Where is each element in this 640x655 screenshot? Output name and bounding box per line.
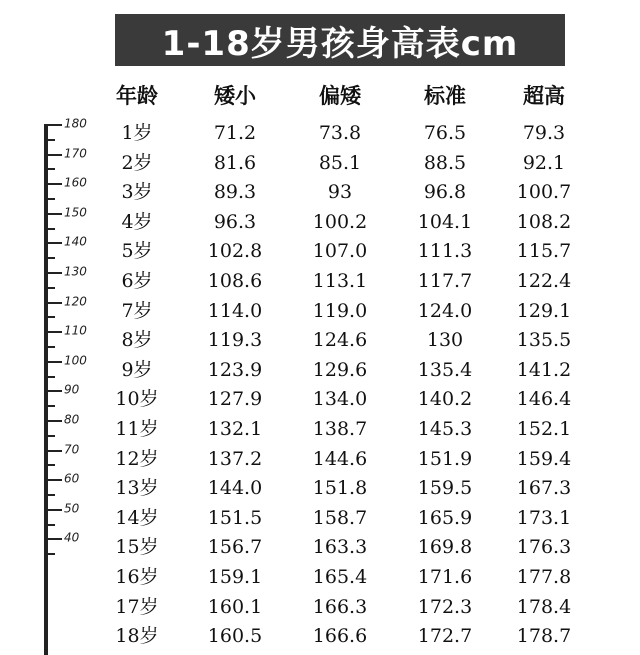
cell-below-average: 134.0 xyxy=(312,388,368,411)
cell-standard: 165.9 xyxy=(417,506,473,529)
table-row xyxy=(0,593,640,622)
cell-short: 137.2 xyxy=(207,447,263,470)
table-row xyxy=(0,208,640,237)
cell-standard: 172.3 xyxy=(417,595,473,618)
table-row xyxy=(0,149,640,178)
cell-tall: 135.5 xyxy=(516,329,572,352)
table-row xyxy=(0,119,640,148)
cell-standard: 76.5 xyxy=(423,122,467,144)
table-row xyxy=(0,622,640,651)
cell-tall: 178.7 xyxy=(516,625,572,648)
cell-short: 160.1 xyxy=(207,595,263,618)
table-row xyxy=(0,415,640,444)
page-title: 1-18岁男孩身高表cm xyxy=(115,14,565,66)
ruler-label: 60 xyxy=(64,471,80,486)
cell-age: 13岁 xyxy=(115,477,159,500)
cell-standard: 159.5 xyxy=(417,477,473,500)
cell-age: 17岁 xyxy=(115,595,159,618)
cell-age: 6岁 xyxy=(121,270,153,292)
header-short: 矮小 xyxy=(214,84,256,108)
cell-short: 102.8 xyxy=(207,240,263,263)
cell-short: 144.0 xyxy=(207,477,263,500)
cell-tall: 92.1 xyxy=(522,151,566,174)
table-row xyxy=(0,530,640,562)
cell-age: 12岁 xyxy=(115,447,159,470)
cell-standard: 135.4 xyxy=(417,358,473,381)
cell-standard: 140.2 xyxy=(417,388,473,411)
cell-age: 18岁 xyxy=(115,625,159,648)
cell-standard: 169.8 xyxy=(417,536,473,559)
cell-age: 8岁 xyxy=(121,329,153,352)
cell-below-average: 129.6 xyxy=(312,358,368,381)
cell-standard: 104.1 xyxy=(417,210,473,233)
cell-short: 89.3 xyxy=(213,181,257,204)
cell-standard: 96.8 xyxy=(423,181,467,204)
cell-short: 159.1 xyxy=(207,566,263,588)
cell-below-average: 144.6 xyxy=(312,447,368,470)
cell-tall: 122.4 xyxy=(516,270,572,292)
cell-below-average: 107.0 xyxy=(312,240,368,263)
ruler-label: 130 xyxy=(64,264,87,279)
table-row xyxy=(0,356,640,385)
table-row xyxy=(0,382,640,414)
ruler-label: 80 xyxy=(64,412,80,427)
cell-below-average: 165.4 xyxy=(312,566,368,588)
cell-age: 15岁 xyxy=(115,536,159,559)
cell-short: 123.9 xyxy=(207,358,263,381)
cell-tall: 100.7 xyxy=(516,181,572,204)
cell-tall: 176.3 xyxy=(516,536,572,559)
ruler-label: 110 xyxy=(64,323,87,338)
cell-tall: 108.2 xyxy=(516,210,572,233)
cell-standard: 172.7 xyxy=(417,625,473,648)
cell-age: 3岁 xyxy=(121,181,153,204)
cell-age: 2岁 xyxy=(121,151,153,174)
cell-short: 160.5 xyxy=(207,625,263,648)
cell-below-average: 138.7 xyxy=(312,418,368,440)
cell-short: 127.9 xyxy=(207,388,263,411)
cell-age: 14岁 xyxy=(115,506,159,529)
cell-below-average: 151.8 xyxy=(312,477,368,500)
cell-below-average: 73.8 xyxy=(318,122,362,144)
cell-below-average: 124.6 xyxy=(312,329,368,352)
cell-short: 119.3 xyxy=(207,329,263,352)
cell-age: 10岁 xyxy=(115,388,159,411)
cell-tall: 178.4 xyxy=(516,595,572,618)
cell-tall: 129.1 xyxy=(516,299,572,322)
cell-standard: 151.9 xyxy=(417,447,473,470)
cell-short: 81.6 xyxy=(213,151,257,174)
cell-tall: 167.3 xyxy=(516,477,572,500)
header-standard: 标准 xyxy=(424,84,466,108)
cell-short: 71.2 xyxy=(213,122,257,144)
ruler-label: 160 xyxy=(64,175,87,190)
cell-tall: 146.4 xyxy=(516,388,572,411)
table-row xyxy=(0,326,640,355)
cell-below-average: 85.1 xyxy=(318,151,362,174)
cell-below-average: 163.3 xyxy=(312,536,368,559)
table-row xyxy=(0,474,640,503)
cell-tall: 115.7 xyxy=(516,240,572,263)
cell-standard: 145.3 xyxy=(417,418,473,440)
cell-age: 5岁 xyxy=(121,240,153,263)
cell-short: 151.5 xyxy=(207,506,263,529)
cell-tall: 177.8 xyxy=(516,566,572,588)
cell-below-average: 166.3 xyxy=(312,595,368,618)
cell-standard: 124.0 xyxy=(417,299,473,322)
cell-short: 156.7 xyxy=(207,536,263,559)
table-row xyxy=(0,267,640,296)
cell-standard: 130 xyxy=(426,329,464,352)
cell-short: 114.0 xyxy=(207,299,263,322)
cell-short: 132.1 xyxy=(207,418,263,440)
ruler-label: 180 xyxy=(64,116,87,131)
cell-short: 108.6 xyxy=(207,270,263,292)
ruler-label: 70 xyxy=(64,441,80,456)
ruler-label: 170 xyxy=(64,145,87,160)
ruler-label: 90 xyxy=(64,382,80,397)
ruler-label: 150 xyxy=(64,205,87,220)
cell-below-average: 119.0 xyxy=(312,299,368,322)
ruler-label: 50 xyxy=(64,501,80,516)
cell-tall: 79.3 xyxy=(522,122,566,144)
cell-age: 4岁 xyxy=(121,210,153,233)
ruler-label: 140 xyxy=(64,234,87,249)
header-below-average: 偏矮 xyxy=(319,84,361,108)
cell-tall: 152.1 xyxy=(516,418,572,440)
ruler-label: 40 xyxy=(64,530,80,545)
cell-age: 11岁 xyxy=(115,418,159,440)
table-row xyxy=(0,563,640,592)
cell-tall: 141.2 xyxy=(516,358,572,381)
cell-standard: 117.7 xyxy=(417,270,473,292)
cell-standard: 171.6 xyxy=(417,566,473,588)
cell-below-average: 93 xyxy=(327,181,353,204)
cell-age: 1岁 xyxy=(121,122,153,144)
table-row xyxy=(0,178,640,207)
cell-tall: 159.4 xyxy=(516,447,572,470)
table-row xyxy=(0,445,640,474)
table-header xyxy=(0,80,640,114)
cell-age: 7岁 xyxy=(121,299,153,322)
table-row xyxy=(0,297,640,326)
cell-short: 96.3 xyxy=(213,210,257,233)
cell-age: 16岁 xyxy=(115,566,159,588)
cell-below-average: 158.7 xyxy=(312,506,368,529)
header-age: 年龄 xyxy=(116,84,158,108)
cell-below-average: 100.2 xyxy=(312,210,368,233)
cell-age: 9岁 xyxy=(121,358,153,381)
table-row xyxy=(0,234,640,266)
cell-standard: 111.3 xyxy=(417,240,473,263)
cell-below-average: 166.6 xyxy=(312,625,368,648)
cell-standard: 88.5 xyxy=(423,151,467,174)
table-row xyxy=(0,504,640,533)
ruler-label: 100 xyxy=(64,353,87,368)
ruler-label: 120 xyxy=(64,293,87,308)
cell-below-average: 113.1 xyxy=(312,270,368,292)
header-tall: 超高 xyxy=(523,84,565,108)
cell-tall: 173.1 xyxy=(516,506,572,529)
